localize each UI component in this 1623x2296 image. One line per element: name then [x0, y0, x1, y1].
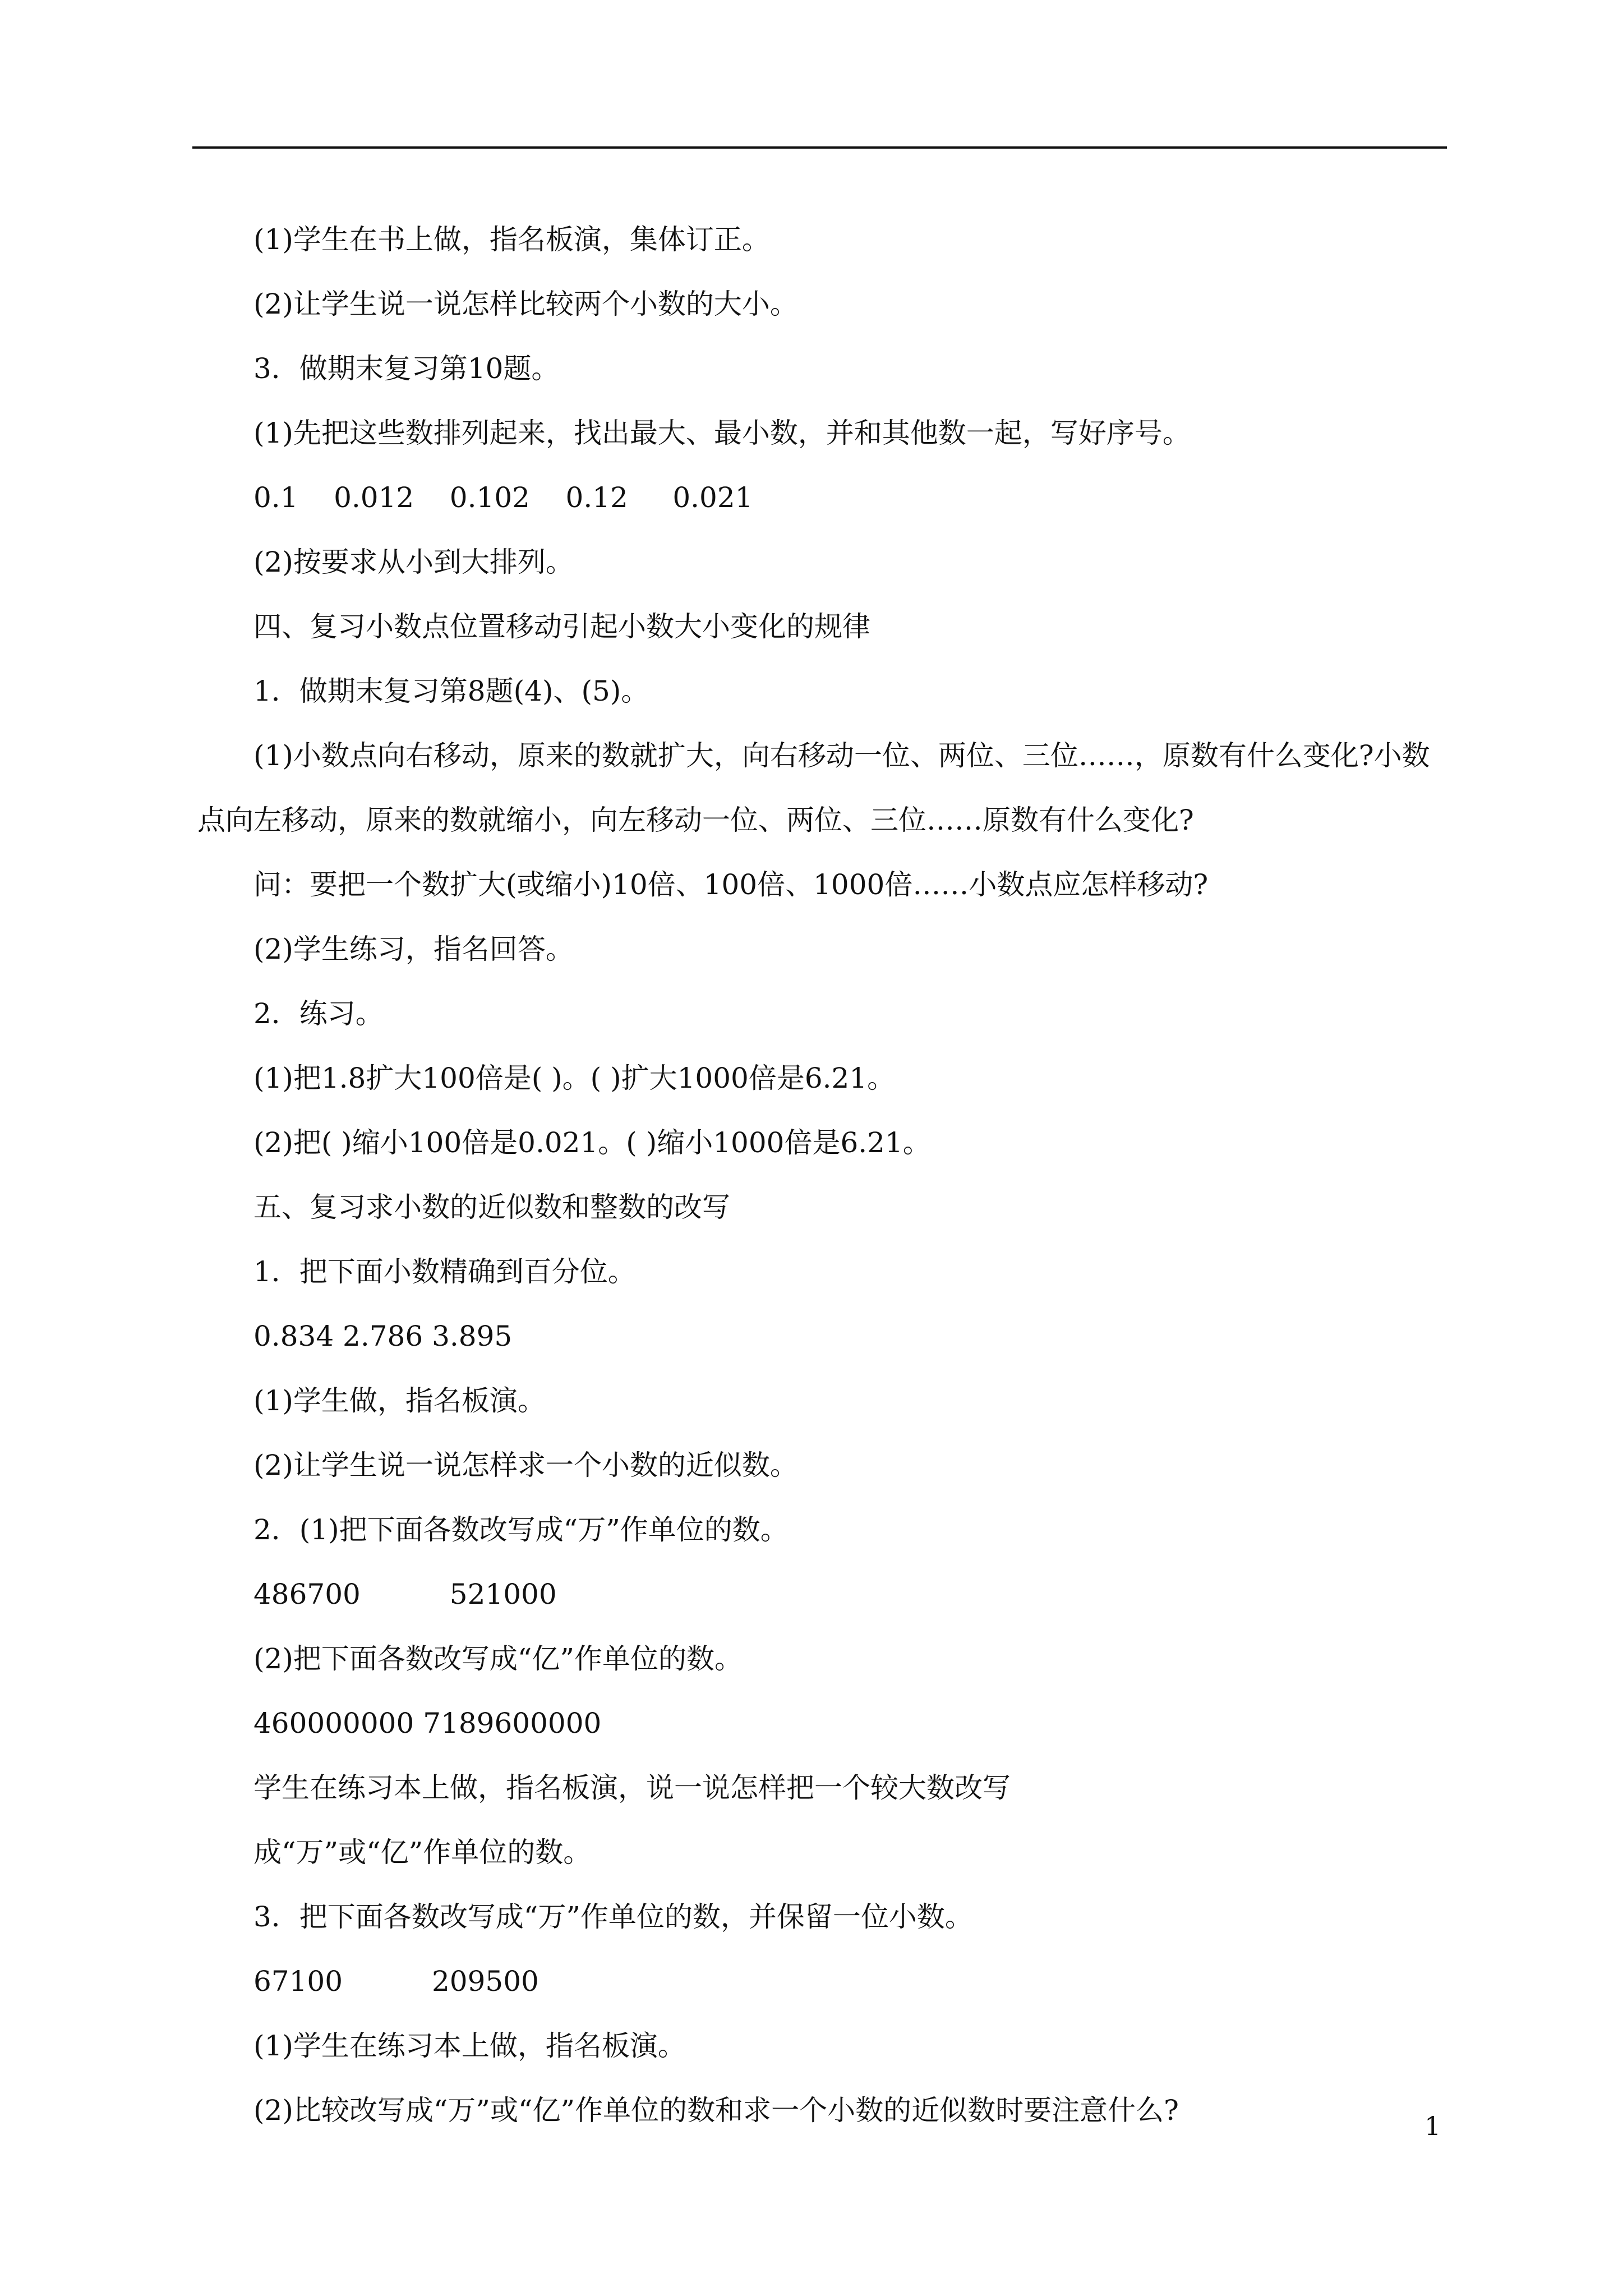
header-rule — [192, 146, 1447, 149]
text-line: 问：要把一个数扩大(或缩小)10倍、100倍、1000倍……小数点应怎样移动? — [253, 868, 1209, 901]
text-line: 3．做期末复习第10题。 — [253, 352, 560, 385]
integer-numbers-line: 486700 521000 — [253, 1578, 557, 1611]
text-line: (2)把( )缩小100倍是0.021。( )缩小1000倍是6.21。 — [253, 1126, 931, 1159]
text-line: 成“万”或“亿”作单位的数。 — [253, 1836, 592, 1869]
text-line: (2)让学生说一说怎样求一个小数的近似数。 — [253, 1449, 798, 1481]
decimal-numbers-line: 0.1 0.012 0.102 0.12 0.021 — [253, 481, 753, 514]
text-line: 1．把下面小数精确到百分位。 — [253, 1255, 636, 1288]
text-line: (2)按要求从小到大排列。 — [253, 546, 574, 578]
page-number: 1 — [1424, 2111, 1441, 2141]
text-line: 学生在练习本上做，指名板演，说一说怎样把一个较大数改写 — [253, 1772, 1011, 1804]
text-line: (2)比较改写成“万”或“亿”作单位的数和求一个小数的近似数时要注意什么? — [253, 2094, 1179, 2127]
document-body — [197, 208, 1447, 2143]
text-line: (1)把1.8扩大100倍是( )。( )扩大1000倍是6.21。 — [253, 1062, 896, 1094]
text-line: (1)学生在练习本上做，指名板演。 — [253, 2030, 686, 2062]
text-line: 2．(1)把下面各数改写成“万”作单位的数。 — [253, 1513, 789, 1546]
text-line: (2)把下面各数改写成“亿”作单位的数。 — [253, 1642, 743, 1675]
text-line: 2．练习。 — [253, 997, 384, 1030]
wrapped-paragraph: (1)小数点向右移动，原来的数就扩大，向右移动一位、两位、三位……，原数有什么变化?小数点向左移动，原来的数就缩小，向左移动一位、两位、三位……原数有什么变化? — [197, 739, 1430, 836]
section-heading: 四、复习小数点位置移动引起小数大小变化的规律 — [253, 610, 870, 643]
text-line: (2)学生练习，指名回答。 — [253, 933, 574, 965]
text-line: (1)学生在书上做，指名板演，集体订正。 — [253, 223, 770, 256]
decimal-numbers-line: 0.834 2.786 3.895 — [253, 1320, 513, 1352]
section-heading: 五、复习求小数的近似数和整数的改写 — [253, 1191, 730, 1223]
text-line: (2)让学生说一说怎样比较两个小数的大小。 — [253, 288, 798, 320]
text-line: (1)学生做，指名板演。 — [253, 1384, 546, 1417]
integer-numbers-line: 460000000 7189600000 — [253, 1707, 602, 1740]
text-line: 3．把下面各数改写成“万”作单位的数，并保留一位小数。 — [253, 1901, 973, 1933]
integer-numbers-line: 67100 209500 — [253, 1965, 539, 1998]
text-line: 1．做期末复习第8题(4)、(5)。 — [253, 675, 649, 707]
text-line: (1)先把这些数排列起来，找出最大、最小数，并和其他数一起，写好序号。 — [253, 417, 1191, 449]
